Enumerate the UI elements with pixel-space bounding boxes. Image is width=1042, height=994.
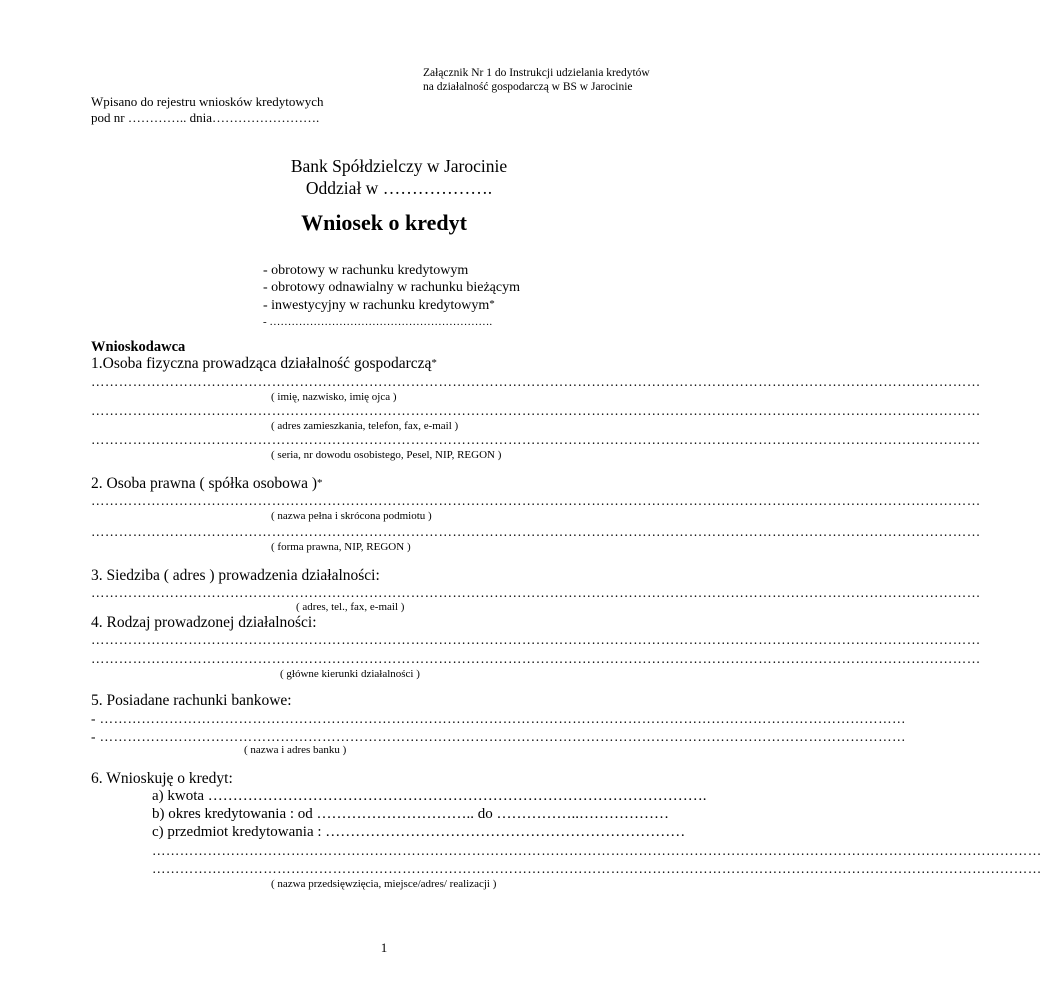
fill-line[interactable]: - …………………………………………………………………………………………………………………………………………………………: [91, 711, 906, 726]
fill-line[interactable]: …………………………………………………………………………………………………………………………………………………………………………: [91, 374, 981, 389]
fill-line[interactable]: …………………………………………………………………………………………………………………………………………………………………………: [152, 843, 1042, 858]
fill-line[interactable]: - …………………………………………………………………………………………………………………………………………………………: [91, 729, 906, 744]
field-caption: ( adres, tel., fax, e-mail ): [296, 601, 405, 613]
fill-line[interactable]: …………………………………………………………………………………………………………………………………………………………………………: [91, 524, 981, 539]
fill-line[interactable]: …………………………………………………………………………………………………………………………………………………………………………: [91, 493, 981, 508]
register-line-2: pod nr ………….. dnia…………………….: [91, 110, 320, 125]
field-caption: ( nazwa i adres banku ): [244, 744, 347, 756]
credit-types-list: [263, 262, 520, 331]
fill-line[interactable]: …………………………………………………………………………………………………………………………………………………………………………: [91, 651, 981, 666]
fill-line[interactable]: …………………………………………………………………………………………………………………………………………………………………………: [91, 432, 981, 447]
fill-line[interactable]: …………………………………………………………………………………………………………………………………………………………………………: [91, 632, 981, 647]
section-4-label: 4. Rodzaj prowadzonej działalności:: [91, 614, 317, 631]
credit-amount-field[interactable]: a) kwota ……………………………………………………………………………………….: [152, 788, 707, 804]
fill-line[interactable]: …………………………………………………………………………………………………………………………………………………………………………: [152, 861, 1042, 876]
attachment-note: [423, 66, 650, 94]
attachment-line-1: Załącznik Nr 1 do Instrukcji udzielania kredytów: [423, 67, 650, 79]
register-note: [91, 94, 324, 126]
bank-block: [0, 155, 768, 199]
asterisk-mark: *: [489, 298, 495, 310]
page-title: Wniosek o kredyt: [301, 210, 467, 235]
section-5-label: 5. Posiadane rachunki bankowe:: [91, 692, 292, 709]
section-6-label: 6. Wnioskuję o kredyt:: [91, 770, 233, 787]
fill-line[interactable]: …………………………………………………………………………………………………………………………………………………………………………: [91, 403, 981, 418]
credit-type-item: - inwestycyjny w rachunku kredytowym*: [263, 298, 495, 313]
page-number: 1: [380, 940, 388, 955]
bank-branch: Oddział w ……………….: [305, 178, 493, 198]
section-3-label: 3. Siedziba ( adres ) prowadzenia działalności:: [91, 567, 380, 584]
register-line-1: Wpisano do rejestru wniosków kredytowych: [91, 94, 324, 109]
credit-purpose-field[interactable]: c) przedmiot kredytowania : ………………………………………………………………: [152, 824, 686, 840]
credit-type-item: - …………………………………………………….: [263, 316, 493, 328]
bank-name: Bank Spółdzielczy w Jarocinie: [290, 156, 508, 176]
applicant-heading: Wnioskodawca: [91, 339, 186, 355]
credit-type-item: - obrotowy w rachunku kredytowym: [263, 263, 469, 278]
field-caption: ( imię, nazwisko, imię ojca ): [271, 391, 397, 403]
field-caption: ( nazwa pełna i skrócona podmiotu ): [271, 510, 432, 522]
attachment-line-2: na działalność gospodarczą w BS w Jarocinie: [423, 81, 633, 93]
fill-line[interactable]: …………………………………………………………………………………………………………………………………………………………………………: [91, 585, 981, 600]
field-caption: ( forma prawna, NIP, REGON ): [271, 541, 411, 553]
credit-period-field[interactable]: b) okres kredytowania : od ………………………….. do ……………..………………: [152, 806, 670, 822]
field-caption: ( nazwa przedsięwzięcia, miejsce/adres/ realizacji ): [271, 878, 497, 890]
section-2-label: 2. Osoba prawna ( spółka osobowa )*: [91, 475, 323, 492]
section-1-label: 1.Osoba fizyczna prowadząca działalność gospodarczą*: [91, 355, 437, 372]
field-caption: ( główne kierunki działalności ): [280, 668, 420, 680]
credit-type-item: - obrotowy odnawialny w rachunku bieżącym: [263, 280, 520, 295]
field-caption: ( seria, nr dowodu osobistego, Pesel, NIP, REGON ): [271, 449, 502, 461]
field-caption: ( adres zamieszkania, telefon, fax, e-mail ): [271, 420, 459, 432]
